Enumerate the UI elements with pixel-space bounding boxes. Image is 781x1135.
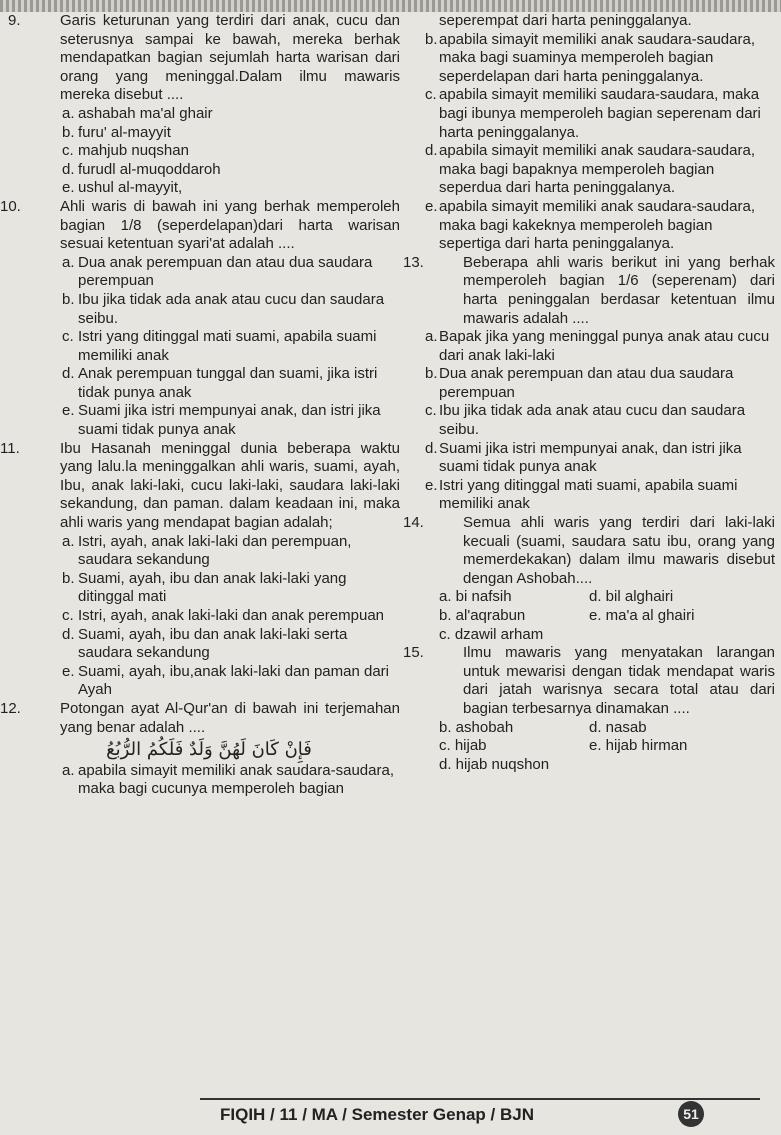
option-letter: d.	[62, 365, 75, 383]
option-c	[403, 86, 775, 142]
option: d. hijab nuqshon	[439, 755, 550, 773]
option-letter: a.	[62, 253, 75, 271]
page-number: 51	[678, 1101, 704, 1127]
option-letter: c.	[425, 402, 437, 420]
option-text: apabila simayit memiliki saudara-saudara, maka bagi ibunya memperoleh bagian seperenam dari harta peninggalanya.	[439, 86, 761, 141]
left-column	[0, 12, 400, 799]
quran-verse: فَإِنْ كَانَ لَهُنَّ وَلَدٌ فَلَكُمُ الرُّبُعُ	[106, 739, 312, 761]
question-number: 11.	[0, 439, 20, 457]
question-stem: Ibu Hasanah meninggal dunia beberapa waktu yang lalu.la meninggalkan ahli waris, suami, ayah, Ibu, anak laki-laki, cucu laki-laki, saudara laki-laki sekandung, dan paman. dalam keadaan ini, maka ahli waris yang mendapat bagian adalah;	[60, 439, 400, 532]
option-text: furu' al-mayyit	[78, 123, 171, 141]
question-stem: Ilmu mawaris yang menyatakan larangan untuk mewarisi dengan tidak mendapat waris dari jatah warisnya secara total atau dari bagian terbesarnya dinamakan ....	[463, 644, 775, 717]
option-a	[18, 762, 400, 799]
option-text: Suami, ayah, ibu dan anak laki-laki serta saudara sekandung	[78, 625, 348, 662]
option-letter: a.	[62, 761, 75, 779]
option-letter: b.	[425, 365, 438, 383]
option-e	[18, 663, 400, 700]
option-text: ashabah ma'al ghair	[78, 104, 213, 122]
question-number: 13.	[403, 253, 424, 271]
option-text: Anak perempuan tunggal dan suami, jika istri tidak punya anak	[78, 365, 378, 401]
option-c	[18, 142, 400, 161]
options-row	[403, 719, 775, 738]
option-letter: e.	[62, 179, 75, 197]
option-letter: c.	[425, 86, 437, 104]
question-number: 10.	[0, 197, 21, 215]
option-text: furudl al-muqoddaroh	[78, 160, 221, 178]
question-12	[0, 700, 400, 799]
option-letter: e.	[62, 662, 75, 680]
option: d. nasab	[589, 718, 647, 736]
option-b	[403, 365, 775, 402]
option-a	[18, 533, 400, 570]
option-d	[18, 365, 400, 402]
option-c	[403, 402, 775, 439]
footer-text: FIQIH / 11 / MA / Semester Genap / BJN	[220, 1105, 534, 1124]
option: d. bil alghairi	[589, 588, 674, 606]
option: e. ma'a al ghairi	[589, 607, 695, 624]
option-text: Istri yang ditinggal mati suami, apabila suami memiliki anak	[439, 476, 738, 513]
option-text: Istri yang ditinggal mati suami, apabila suami memiliki anak	[78, 328, 377, 364]
option-e	[403, 198, 775, 254]
option-text: ushul al-mayyit,	[78, 179, 183, 197]
option-a	[18, 105, 400, 124]
question-14	[403, 514, 775, 588]
question-stem: Ahli waris di bawah ini yang berhak memperoleh bagian 1/8 (seperdelapan)dari harta warisan sesuai ketentuan syari'at adalah ....	[60, 197, 400, 253]
question-11	[0, 440, 400, 700]
option-e	[403, 477, 775, 514]
options-row	[403, 626, 775, 645]
option: e. hijab hirman	[589, 737, 688, 755]
option-text: Dua anak perempuan dan atau dua saudara perempuan	[78, 253, 373, 290]
option-letter: d.	[62, 625, 75, 643]
option-letter: e.	[425, 476, 438, 494]
question-stem: Garis keturunan yang terdiri dari anak, cucu dan seterusnya sampai ke bawah, mereka berhak mendapatkan bagian sejumlah harta warisan dari orang yang meninggal.Dalam ilmu mawaris mereka disebut ....	[60, 12, 400, 104]
option-letter: d.	[62, 160, 75, 178]
option-c	[18, 328, 400, 365]
question-number: 15.	[403, 644, 424, 662]
option-letter: b.	[62, 290, 75, 308]
option-a	[18, 254, 400, 291]
option: a. bi nafsih	[439, 588, 512, 606]
option-text: apabila simayit memiliki anak saudara-saudara, maka bagi suaminya memperoleh bagian seperdelapan dari harta peninggalanya.	[439, 30, 755, 85]
top-edge	[0, 0, 781, 12]
option-letter: b.	[62, 123, 75, 141]
option-text: Suami, ayah, ibu,anak laki-laki dan paman dari Ayah	[78, 662, 390, 699]
page-footer	[200, 1098, 760, 1130]
option-c	[18, 607, 400, 626]
option-text: Suami jika istri mempunyai anak, dan istri jika suami tidak punya anak	[439, 439, 742, 476]
option-e	[18, 402, 400, 439]
option-text: Istri, ayah, anak laki-laki dan perempuan, saudara sekandung	[78, 532, 352, 569]
option-letter: d.	[425, 439, 438, 457]
option-letter: c.	[62, 142, 74, 160]
option-letter: e.	[62, 402, 75, 420]
option-d	[18, 161, 400, 180]
option-letter: a.	[425, 328, 438, 346]
option-text: mahjub nuqshan	[78, 142, 189, 160]
option-text: Ibu jika tidak ada anak atau cucu dan saudara seibu.	[78, 290, 385, 327]
option: b. al'aqrabun	[439, 607, 526, 624]
question-stem: Semua ahli waris yang terdiri dari laki-laki kecuali (suami, saudara satu ibu, orang yang memerdekakan) dalam ilmu mawaris disebut dengan Ashobah....	[463, 514, 775, 587]
option-text: apabila simayit memiliki anak saudara-saudara, maka bagi cucunya memperoleh bagian	[78, 761, 394, 798]
option-text: apabila simayit memiliki anak saudara-saudara, maka bagi kakeknya memperoleh bagian sepertiga dari harta peninggalanya.	[439, 197, 755, 253]
option-letter: b.	[62, 569, 75, 587]
option-letter: a.	[62, 532, 75, 550]
option-letter: c.	[62, 328, 74, 346]
option-letter: d.	[425, 142, 438, 160]
options-row	[403, 607, 775, 626]
question-number: 12.	[0, 699, 21, 717]
option-e	[18, 179, 400, 198]
question-stem: Beberapa ahli waris berikut ini yang berhak memperoleh bagian 1/6 (seperenam) dari harta peninggalan berdasar ketentuan ilmu mawaris adalah ....	[463, 253, 775, 327]
option-text: Suami jika istri mempunyai anak, dan istri jika suami tidak punya anak	[78, 402, 381, 439]
question-number: 9.	[8, 12, 21, 29]
option-text: Dua anak perempuan dan atau dua saudara perempuan	[439, 365, 734, 401]
question-13	[403, 254, 775, 328]
option-b	[18, 124, 400, 143]
option-letter: a.	[62, 104, 75, 122]
option-b	[18, 291, 400, 328]
option-letter: b.	[425, 30, 438, 48]
option-text: apabila simayit memiliki anak saudara-saudara, maka bagi bapaknya memperoleh bagian seperdua dari harta peninggalanya.	[439, 142, 755, 197]
option: c. hijab	[439, 737, 487, 755]
question-9	[0, 12, 400, 198]
option-text: Istri, ayah, anak laki-laki dan anak perempuan	[78, 607, 385, 624]
option: b. ashobah	[439, 718, 514, 736]
option-letter: c.	[62, 607, 74, 624]
option-text: Ibu jika tidak ada anak atau cucu dan saudara seibu.	[439, 402, 746, 439]
options-row	[403, 756, 775, 775]
option-a	[403, 328, 775, 365]
option-d	[18, 626, 400, 663]
option-b	[403, 31, 775, 87]
question-10	[0, 198, 400, 440]
option-letter: e.	[425, 197, 438, 215]
question-15	[403, 644, 775, 718]
option-d	[403, 142, 775, 198]
option: c. dzawil arham	[439, 625, 544, 643]
options-row	[403, 588, 775, 607]
question-number: 14.	[403, 514, 424, 532]
right-column	[403, 12, 775, 774]
option-d	[403, 440, 775, 477]
option-b	[18, 570, 400, 607]
options-row	[403, 737, 775, 756]
option-text: Bapak jika yang meninggal punya anak atau cucu dari anak laki-laki	[439, 328, 770, 364]
option-text: Suami, ayah, ibu dan anak laki-laki yang ditinggal mati	[78, 569, 347, 606]
option-a-continuation: seperempat dari harta peninggalanya.	[439, 12, 692, 29]
question-stem: Potongan ayat Al-Qur'an di bawah ini terjemahan yang benar adalah ....	[60, 699, 400, 736]
